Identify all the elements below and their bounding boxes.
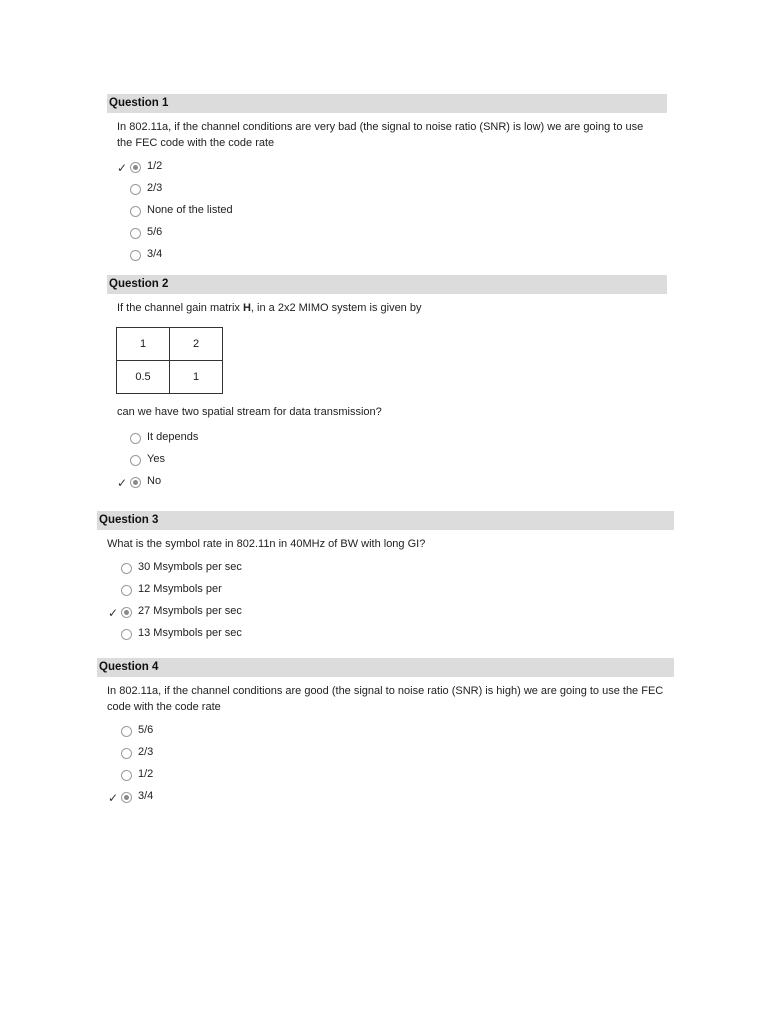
correct-check-icon: ✓	[108, 791, 119, 805]
matrix-cell: 2	[170, 328, 223, 361]
question-4-option-2[interactable]	[97, 743, 674, 765]
correct-check-icon: ✓	[108, 606, 119, 620]
question-2-followup-text: can we have two spatial stream for data transmission?	[117, 406, 382, 418]
question-4-option-3[interactable]	[97, 765, 674, 787]
radio-button[interactable]	[121, 629, 132, 640]
option-label: 1/2	[138, 768, 154, 780]
matrix-cell: 1	[117, 328, 170, 361]
question-1	[107, 94, 667, 267]
radio-button-selected[interactable]	[121, 792, 132, 803]
option-label: 5/6	[138, 724, 154, 736]
radio-button[interactable]	[130, 206, 141, 217]
question-1-options	[107, 157, 667, 267]
question-1-text: In 802.11a, if the channel conditions are very bad (the signal to noise ratio (SNR) is low) we are going to use the FEC code with the code rate	[117, 121, 644, 149]
option-label: 3/4	[138, 790, 154, 802]
option-label: 2/3	[138, 746, 154, 758]
radio-button-selected[interactable]	[130, 477, 141, 488]
question-1-option-3[interactable]	[107, 201, 667, 223]
radio-button[interactable]	[130, 433, 141, 444]
matrix-row	[117, 361, 223, 394]
radio-button[interactable]	[121, 563, 132, 574]
radio-button[interactable]	[121, 726, 132, 737]
question-3-title: Question 3	[97, 511, 674, 530]
question-3-options	[97, 558, 674, 646]
option-label: No	[147, 475, 162, 487]
radio-button-selected[interactable]	[121, 607, 132, 618]
correct-check-icon: ✓	[117, 476, 128, 490]
question-2-text-after: , in a 2x2 MIMO system is given by	[250, 302, 422, 314]
channel-gain-matrix	[116, 327, 223, 394]
question-2-options	[107, 428, 407, 494]
question-3-text: What is the symbol rate in 802.11n in 40MHz of BW with long GI?	[107, 538, 426, 550]
question-4-option-4[interactable]	[97, 787, 674, 809]
question-3-option-4[interactable]	[97, 624, 674, 646]
option-label: It depends	[147, 431, 199, 443]
question-2-text	[107, 300, 667, 316]
question-2-option-2[interactable]	[107, 450, 407, 472]
option-label: 30 Msymbols per sec	[138, 561, 242, 573]
radio-button[interactable]	[130, 455, 141, 466]
option-label: 2/3	[147, 182, 163, 194]
option-label: 5/6	[147, 226, 163, 238]
correct-check-icon: ✓	[117, 161, 128, 175]
radio-button-selected[interactable]	[130, 162, 141, 173]
question-4-text: In 802.11a, if the channel conditions are good (the signal to noise ratio (SNR) is high) we are going to use the FEC code with the code rate	[107, 685, 664, 713]
question-2-text-before: If the channel gain matrix	[117, 302, 243, 314]
radio-button[interactable]	[121, 585, 132, 596]
question-2-option-1[interactable]	[107, 428, 407, 450]
question-1-option-5[interactable]	[107, 245, 667, 267]
option-label: 27 Msymbols per sec	[138, 605, 242, 617]
question-4-option-1[interactable]	[97, 721, 674, 743]
radio-button[interactable]	[130, 228, 141, 239]
question-4-options	[97, 721, 674, 809]
matrix-cell: 1	[170, 361, 223, 394]
question-2	[107, 275, 667, 495]
question-3-option-2[interactable]	[97, 580, 674, 602]
question-3-option-1[interactable]	[97, 558, 674, 580]
radio-button[interactable]	[121, 770, 132, 781]
option-label: 13 Msymbols per sec	[138, 627, 242, 639]
question-4	[97, 658, 674, 809]
question-1-option-2[interactable]	[107, 179, 667, 201]
option-label: None of the listed	[147, 204, 233, 216]
question-1-title: Question 1	[107, 94, 667, 113]
radio-button[interactable]	[121, 748, 132, 759]
matrix-row	[117, 328, 223, 361]
question-1-option-4[interactable]	[107, 223, 667, 245]
radio-button[interactable]	[130, 250, 141, 261]
question-3	[97, 511, 674, 646]
matrix-symbol: H	[242, 302, 251, 314]
question-1-option-1[interactable]	[107, 157, 667, 179]
question-2-option-3[interactable]	[107, 472, 407, 494]
option-label: 12 Msymbols per	[138, 583, 222, 595]
option-label: 1/2	[147, 160, 163, 172]
matrix-cell: 0.5	[117, 361, 170, 394]
radio-button[interactable]	[130, 184, 141, 195]
question-3-option-3[interactable]	[97, 602, 674, 624]
option-label: 3/4	[147, 248, 163, 260]
option-label: Yes	[147, 453, 165, 465]
question-4-title: Question 4	[97, 658, 674, 677]
question-2-title: Question 2	[107, 275, 667, 294]
